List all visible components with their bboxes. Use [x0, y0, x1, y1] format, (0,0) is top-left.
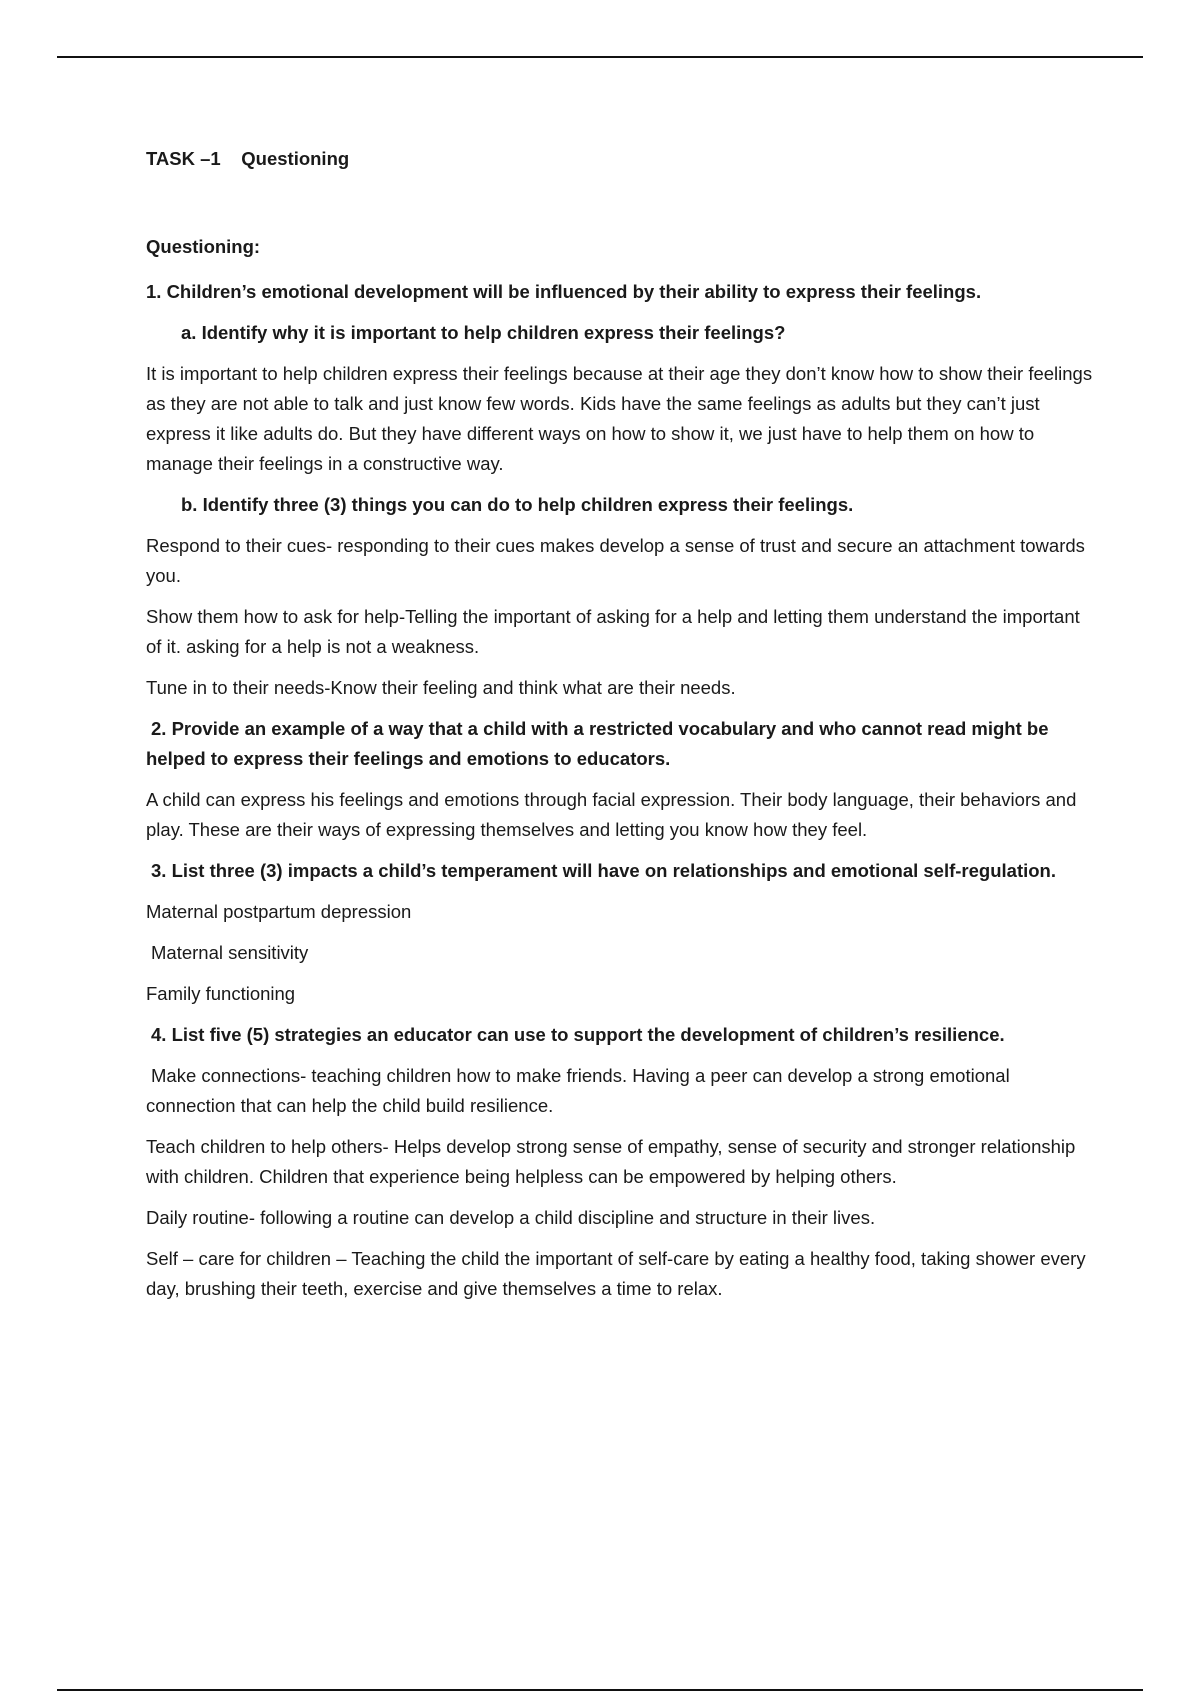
answer-3-item: Maternal postpartum depression: [146, 901, 412, 922]
question-3: 3. List three (3) impacts a child’s temperament will have on relationships and emotional self-regulation.: [151, 860, 1056, 881]
question-1b: b. Identify three (3) things you can do to help children express their feelings.: [181, 494, 854, 515]
bottom-rule: [57, 1689, 1143, 1691]
document-body: [146, 144, 1096, 1304]
answer-3-item: Maternal sensitivity: [151, 942, 309, 963]
answer-1b-item: Respond to their cues- responding to their cues makes develop a sense of trust and secure an attachment towards you.: [146, 535, 1085, 586]
question-1: 1. Children’s emotional development will be influenced by their ability to express their feelings.: [146, 281, 982, 302]
answer-1a: It is important to help children express their feelings because at their age they don’t know how to show their feelings as they are not able to talk and just know few words. Kids have the same feelings as adults but they can’t just express it like adults do. But they have different ways on how to show it, we just have to help them on how to manage their feelings in a constructive way.: [146, 363, 1093, 474]
question-2: 2. Provide an example of a way that a child with a restricted vocabulary and who cannot read might be helped to express their feelings and emotions to educators.: [146, 718, 1049, 769]
question-4: 4. List five (5) strategies an educator can use to support the development of children’s resilience.: [151, 1024, 1005, 1045]
section-label: Questioning:: [146, 236, 261, 257]
task-heading: TASK –1 Questioning: [146, 148, 350, 169]
answer-1b-item: Tune in to their needs-Know their feeling and think what are their needs.: [146, 677, 736, 698]
answer-3-item: Family functioning: [146, 983, 296, 1004]
answer-1b-item: Show them how to ask for help-Telling the important of asking for a help and letting them understand the important of it. asking for a help is not a weakness.: [146, 606, 1080, 657]
answer-4-item: Make connections- teaching children how to make friends. Having a peer can develop a strong emotional connection that can help the child build resilience.: [146, 1065, 1010, 1116]
answer-2: A child can express his feelings and emotions through facial expression. Their body language, their behaviors and play. These are their ways of expressing themselves and letting you know how they feel.: [146, 789, 1077, 840]
answer-4-item: Daily routine- following a routine can develop a child discipline and structure in their lives.: [146, 1207, 876, 1228]
answer-4-item: Teach children to help others- Helps develop strong sense of empathy, sense of security and stronger relationship with children. Children that experience being helpless can be empowered by helping others.: [146, 1136, 1076, 1187]
question-1a: a. Identify why it is important to help children express their feelings?: [181, 322, 786, 343]
top-rule: [57, 56, 1143, 58]
answer-4-item: Self – care for children – Teaching the child the important of self-care by eating a healthy food, taking shower every day, brushing their teeth, exercise and give themselves a time to relax.: [146, 1248, 1086, 1299]
